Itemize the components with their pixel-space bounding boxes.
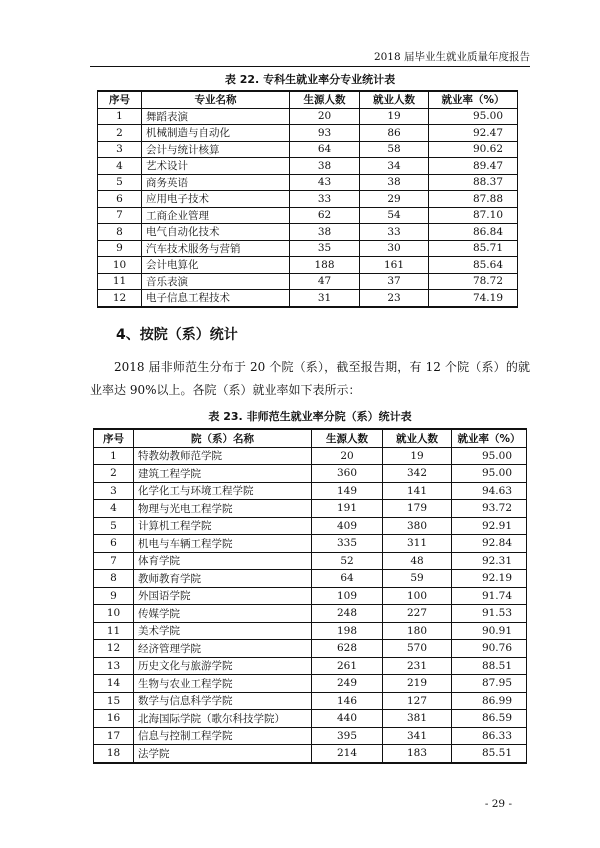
table22-header-row [98,91,518,108]
cell-name: 应用电子技术 [142,191,290,208]
table-row [94,570,527,588]
cell-graduates: 47 [290,273,360,290]
cell-index: 11 [94,622,134,640]
cell-rate: 90.62 [429,141,518,158]
cell-graduates: 261 [312,657,383,675]
cell-index: 2 [94,465,134,483]
col-header-employed: 就业人数 [383,429,452,447]
table-row [94,640,527,658]
table22-caption: 表 22. 专科生就业率分专业统计表 [224,73,396,86]
cell-index: 12 [98,290,142,307]
cell-employed: 231 [383,657,452,675]
cell-index: 7 [98,207,142,224]
cell-rate: 95.00 [452,447,527,465]
cell-employed: 570 [383,640,452,658]
cell-employed: 341 [383,727,452,745]
cell-graduates: 335 [312,535,383,553]
cell-name: 化学化工与环境工程学院 [134,482,312,500]
table-row [94,622,527,640]
cell-name: 会计电算化 [142,257,290,274]
cell-rate: 90.76 [452,640,527,658]
cell-employed: 141 [383,482,452,500]
cell-index: 9 [94,587,134,605]
cell-index: 5 [98,174,142,191]
cell-employed: 381 [383,710,452,728]
cell-name: 计算机工程学院 [134,517,312,535]
cell-employed: 342 [383,465,452,483]
table-row [98,224,518,241]
cell-graduates: 198 [312,622,383,640]
table-row [94,482,527,500]
cell-graduates: 20 [312,447,383,465]
cell-employed: 30 [360,240,429,257]
cell-index: 12 [94,640,134,658]
cell-name: 工商企业管理 [142,207,290,224]
table-row [94,657,527,675]
cell-rate: 89.47 [429,158,518,175]
cell-employed: 19 [360,108,429,125]
cell-graduates: 43 [290,174,360,191]
table-row [94,675,527,693]
cell-graduates: 248 [312,605,383,623]
cell-employed: 54 [360,207,429,224]
cell-index: 17 [94,727,134,745]
cell-index: 10 [98,257,142,274]
cell-graduates: 62 [290,207,360,224]
cell-employed: 227 [383,605,452,623]
cell-graduates: 249 [312,675,383,693]
cell-employed: 23 [360,290,429,307]
cell-employed: 59 [383,570,452,588]
cell-graduates: 33 [290,191,360,208]
table22 [97,90,518,308]
table-row [94,500,527,518]
cell-index: 2 [98,125,142,142]
col-header-employed: 就业人数 [360,91,429,108]
cell-employed: 380 [383,517,452,535]
cell-index: 16 [94,710,134,728]
cell-rate: 85.71 [429,240,518,257]
cell-index: 9 [98,240,142,257]
cell-index: 11 [98,273,142,290]
cell-graduates: 20 [290,108,360,125]
table23-header-row [94,429,527,447]
cell-rate: 74.19 [429,290,518,307]
cell-employed: 48 [383,552,452,570]
table-row [98,273,518,290]
cell-rate: 92.19 [452,570,527,588]
cell-index: 15 [94,692,134,710]
cell-employed: 311 [383,535,452,553]
cell-name: 历史文化与旅游学院 [134,657,312,675]
cell-name: 法学院 [134,745,312,763]
cell-graduates: 149 [312,482,383,500]
cell-name: 商务英语 [142,174,290,191]
cell-index: 4 [98,158,142,175]
table-row [98,191,518,208]
cell-graduates: 214 [312,745,383,763]
cell-employed: 38 [360,174,429,191]
table-row [94,587,527,605]
col-header-index: 序号 [94,429,134,447]
cell-graduates: 109 [312,587,383,605]
cell-name: 传媒学院 [134,605,312,623]
table-row [98,207,518,224]
col-header-graduates: 生源人数 [290,91,360,108]
cell-index: 14 [94,675,134,693]
cell-index: 3 [98,141,142,158]
cell-graduates: 35 [290,240,360,257]
cell-name: 数学与信息科学学院 [134,692,312,710]
cell-rate: 92.84 [452,535,527,553]
cell-name: 美术学院 [134,622,312,640]
cell-graduates: 440 [312,710,383,728]
cell-index: 8 [98,224,142,241]
cell-employed: 183 [383,745,452,763]
table23-caption: 表 23. 非师范生就业率分院（系）统计表 [208,410,412,423]
cell-rate: 87.88 [429,191,518,208]
cell-index: 13 [94,657,134,675]
cell-rate: 90.91 [452,622,527,640]
col-header-graduates: 生源人数 [312,429,383,447]
table-row [94,517,527,535]
cell-index: 1 [98,108,142,125]
table23-body [94,447,527,763]
col-header-name: 院（系）名称 [134,429,312,447]
table-row [94,465,527,483]
cell-index: 5 [94,517,134,535]
table-row [98,290,518,307]
cell-employed: 29 [360,191,429,208]
cell-rate: 88.37 [429,174,518,191]
section-heading: 4、按院（系）统计 [116,327,238,343]
cell-graduates: 146 [312,692,383,710]
cell-index: 1 [94,447,134,465]
cell-name: 机械制造与自动化 [142,125,290,142]
cell-rate: 88.51 [452,657,527,675]
cell-index: 3 [94,482,134,500]
cell-employed: 219 [383,675,452,693]
cell-rate: 91.74 [452,587,527,605]
cell-employed: 100 [383,587,452,605]
cell-graduates: 38 [290,158,360,175]
table-row [94,745,527,763]
cell-rate: 85.51 [452,745,527,763]
cell-name: 教师教育学院 [134,570,312,588]
cell-name: 北海国际学院（歌尔科技学院） [134,710,312,728]
table-row [94,447,527,465]
cell-rate: 92.47 [429,125,518,142]
running-header: 2018 届毕业生就业质量年度报告 [373,51,530,63]
table-row [94,692,527,710]
cell-graduates: 38 [290,224,360,241]
cell-employed: 127 [383,692,452,710]
cell-name: 机电与车辆工程学院 [134,535,312,553]
table-row [94,605,527,623]
cell-name: 信息与控制工程学院 [134,727,312,745]
cell-rate: 87.95 [452,675,527,693]
cell-employed: 37 [360,273,429,290]
cell-graduates: 93 [290,125,360,142]
table22-body [98,108,518,307]
cell-rate: 86.99 [452,692,527,710]
cell-employed: 86 [360,125,429,142]
cell-name: 经济管理学院 [134,640,312,658]
cell-rate: 85.64 [429,257,518,274]
cell-index: 6 [98,191,142,208]
cell-graduates: 191 [312,500,383,518]
cell-index: 4 [94,500,134,518]
cell-graduates: 31 [290,290,360,307]
cell-graduates: 188 [290,257,360,274]
table-row [94,535,527,553]
cell-rate: 93.72 [452,500,527,518]
table-row [98,174,518,191]
cell-index: 6 [94,535,134,553]
cell-graduates: 360 [312,465,383,483]
col-header-name: 专业名称 [142,91,290,108]
cell-employed: 180 [383,622,452,640]
table-row [98,257,518,274]
cell-name: 会计与统计核算 [142,141,290,158]
cell-rate: 92.31 [452,552,527,570]
cell-name: 外国语学院 [134,587,312,605]
table23 [93,428,527,764]
cell-name: 物理与光电工程学院 [134,500,312,518]
section-paragraph: 2018 届非师范生分布于 20 个院（系），截至报告期，有 12 个院（系）的就业率达 90%以上。各院（系）就业率如下表所示： [90,360,530,397]
cell-graduates: 409 [312,517,383,535]
page-number: - 29 - [484,798,512,810]
cell-name: 特教幼教师范学院 [134,447,312,465]
cell-graduates: 628 [312,640,383,658]
cell-name: 舞蹈表演 [142,108,290,125]
col-header-rate: 就业率（%） [452,429,527,447]
cell-rate: 86.84 [429,224,518,241]
col-header-index: 序号 [98,91,142,108]
cell-employed: 58 [360,141,429,158]
cell-rate: 95.00 [452,465,527,483]
cell-index: 10 [94,605,134,623]
cell-graduates: 64 [290,141,360,158]
cell-name: 汽车技术服务与营销 [142,240,290,257]
cell-name: 生物与农业工程学院 [134,675,312,693]
cell-name: 建筑工程学院 [134,465,312,483]
cell-rate: 86.33 [452,727,527,745]
table-row [98,158,518,175]
header-rule [90,66,530,67]
table-row [98,141,518,158]
table-row [94,727,527,745]
cell-rate: 91.53 [452,605,527,623]
cell-rate: 78.72 [429,273,518,290]
table-row [94,552,527,570]
cell-employed: 34 [360,158,429,175]
col-header-rate: 就业率（%） [429,91,518,108]
cell-rate: 87.10 [429,207,518,224]
cell-employed: 33 [360,224,429,241]
cell-employed: 19 [383,447,452,465]
cell-rate: 86.59 [452,710,527,728]
cell-graduates: 52 [312,552,383,570]
cell-employed: 179 [383,500,452,518]
table-row [98,240,518,257]
cell-rate: 95.00 [429,108,518,125]
cell-name: 艺术设计 [142,158,290,175]
cell-name: 电子信息工程技术 [142,290,290,307]
cell-index: 7 [94,552,134,570]
cell-index: 18 [94,745,134,763]
cell-index: 8 [94,570,134,588]
table-row [94,710,527,728]
cell-name: 体育学院 [134,552,312,570]
cell-graduates: 395 [312,727,383,745]
cell-graduates: 64 [312,570,383,588]
cell-employed: 161 [360,257,429,274]
cell-name: 电气自动化技术 [142,224,290,241]
cell-rate: 92.91 [452,517,527,535]
cell-rate: 94.63 [452,482,527,500]
table-row [98,108,518,125]
cell-name: 音乐表演 [142,273,290,290]
table-row [98,125,518,142]
